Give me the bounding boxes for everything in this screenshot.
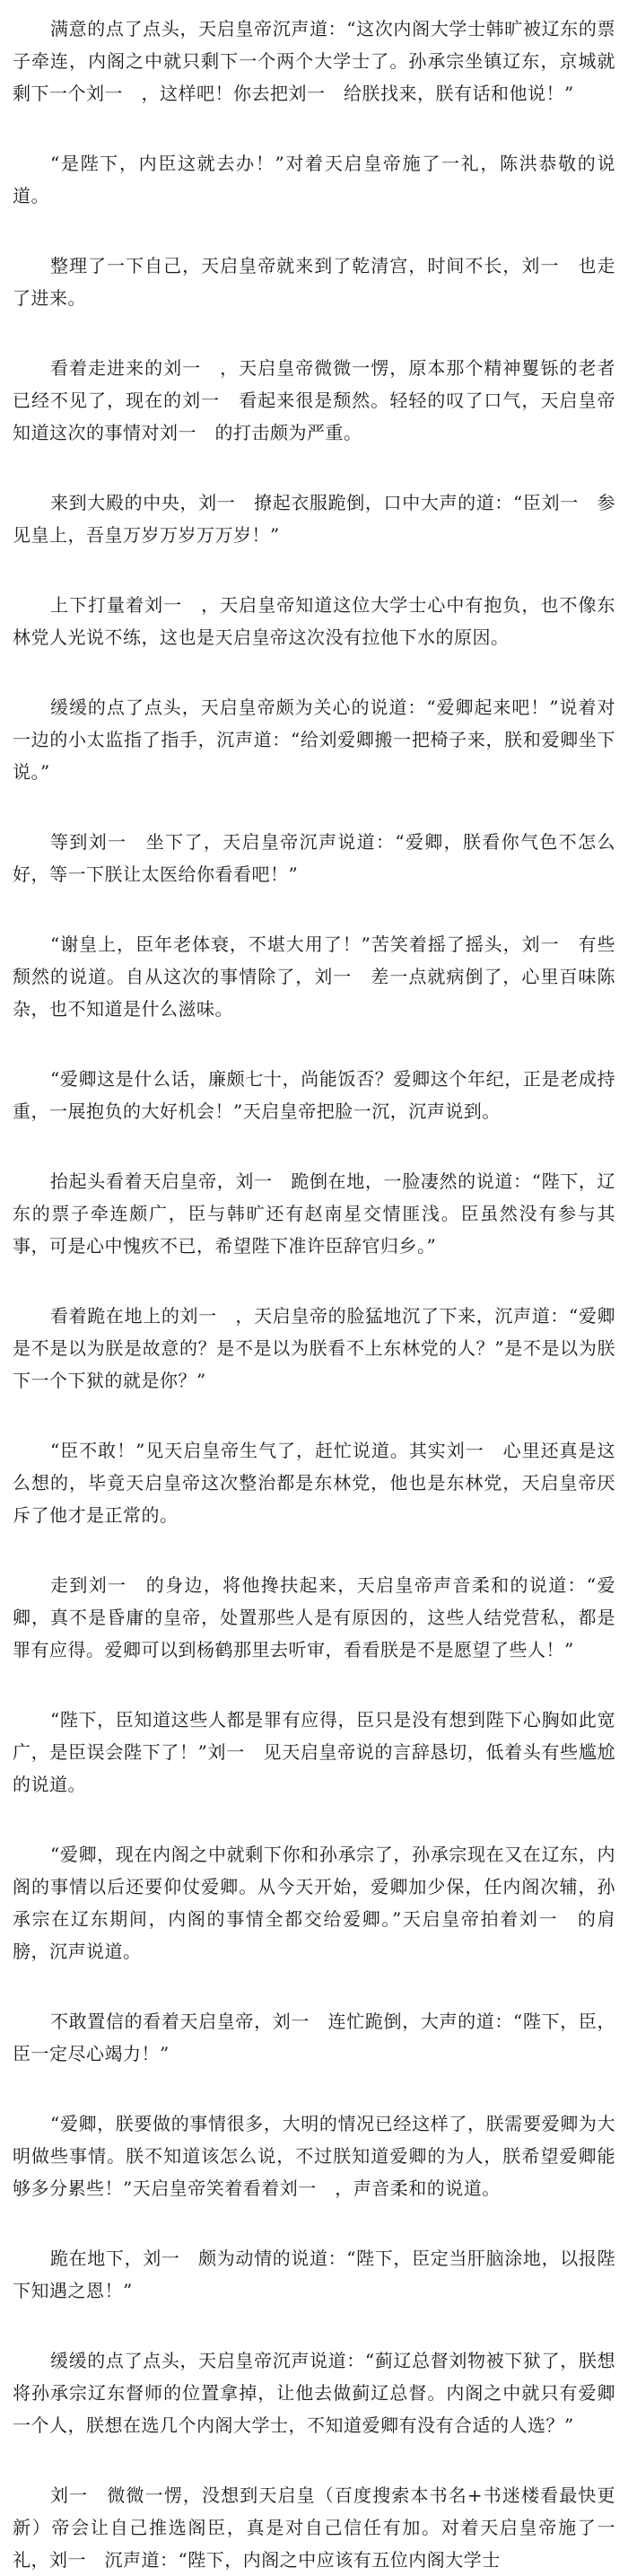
- paragraph: “爱卿，朕要做的事情很多，大明的情况已经这样了，朕需要爱卿为大明做些事情。朕不知道该怎么说，不过朕知道爱卿的为人，朕希望爱卿能够多分累些！”天启皇帝笑着看着刘一 ，声音柔和的说道。: [13, 2113, 615, 2199]
- paragraph: 来到大殿的中央，刘一 撩起衣服跪倒，口中大声的道：“臣刘一 参见皇上，吾皇万岁万岁万万岁！”: [13, 492, 615, 546]
- paragraph: “爱卿，现在内阁之中就剩下你和孙承宗了，孙承宗现在又在辽东，内阁的事情以后还要仰仗爱卿。从今天开始，爱卿加少保，任内阁次辅，孙承宗在辽东期间，内阁的事情全都交给爱卿。”天启皇帝拍着刘一 的肩膀，沉声说道。: [13, 1844, 615, 1962]
- paragraph: 看着走进来的刘一 ，天启皇帝微微一愣，原本那个精神矍铄的老者已经不见了，现在的刘一 看起来很是颓然。轻轻的叹了口气，天启皇帝知道这次的事情对刘一 的打击颇为严重。: [13, 357, 615, 443]
- paragraph: 看着跪在地上的刘一 ，天启皇帝的脸猛地沉了下来，沉声道：“爱卿是不是以为朕是故意的？是不是以为朕看不上东林党的人？”是不是以为朕下一个下狱的就是你？”: [13, 1305, 615, 1391]
- paragraph: “是陛下，内臣这就去办！”对着天启皇帝施了一礼，陈洪恭敬的说道。: [13, 153, 615, 206]
- paragraph: “谢皇上，臣年老体衰，不堪大用了！”苦笑着摇了摇头，刘一 有些颓然的说道。自从这次的事情除了，刘一 差一点就病倒了，心里百味陈杂，也不知道是什么滋味。: [13, 933, 615, 1020]
- paragraph: 不敢置信的看着天启皇帝，刘一 连忙跪倒，大声的道：“陛下，臣，臣一定尽心竭力！”: [13, 2011, 615, 2064]
- paragraph: 缓缓的点了点头，天启皇帝颇为关心的说道：“爱卿起来吧！”说着对一边的小太监指了指手，沉声道：“给刘爱卿搬一把椅子来，朕和爱卿坐下说。”: [13, 697, 615, 783]
- paragraph: 跪在地下，刘一 颇为动情的说道：“陛下，臣定当肝脑涂地，以报陛下知遇之恩！”: [13, 2247, 615, 2301]
- paragraph: 等到刘一 坐下了，天启皇帝沉声说道：“爱卿，朕看你气色不怎么好，等一下朕让太医给你看看吧！”: [13, 831, 615, 885]
- paragraph: “陛下，臣知道这些人都是罪有应得，臣只是没有想到陛下心胸如此宽广，是臣误会陛下了！”刘一 见天启皇帝说的言辞恳切，低着头有些尴尬的说道。: [13, 1709, 615, 1795]
- paragraph: “爱卿这是什么话，廉颇七十，尚能饭否？爱卿这个年纪，正是老成持重，一展抱负的大好机会！”天启皇帝把脸一沉，沉声说到。: [13, 1068, 615, 1122]
- paragraph: 满意的点了点头，天启皇帝沉声道：“这次内阁大学士韩旷被辽东的票子牵连，内阁之中就只剩下一个两个大学士了。孙承宗坐镇辽东，京城就剩下一个刘一 ，这样吧！你去把刘一 给朕找来，朕有话和他说！”: [13, 18, 615, 104]
- paragraph: 缓缓的点了点头，天启皇帝沉声说道：“蓟辽总督刘物被下狱了，朕想将孙承宗辽东督师的位置拿掉，让他去做蓟辽总督。内阁之中就只有爱卿一个人，朕想在选几个内阁大学士，不知道爱卿有没有合适的人选？”: [13, 2350, 615, 2436]
- paragraph: 整理了一下自己，天启皇帝就来到了乾清宫，时间不长，刘一 也走了进来。: [13, 255, 615, 309]
- paragraph: 抬起头看着天启皇帝，刘一 跪倒在地，一脸凄然的说道：“陛下，辽东的票子牵连颇广，臣与韩旷还有赵南星交情匪浅。臣虽然没有参与其事，可是心中愧疚不已，希望陛下准许臣辞官归乡。”: [13, 1170, 615, 1257]
- paragraph: “臣不敢！”见天启皇帝生气了，赶忙说道。其实刘一 心里还真是这么想的，毕竟天启皇帝这次整治都是东林党，他也是东林党，天启皇帝厌斥了他才是正常的。: [13, 1440, 615, 1526]
- paragraph: 走到刘一 的身边，将他搀扶起来，天启皇帝声音柔和的说道：“爱卿，真不是昏庸的皇帝，处置那些人是有原因的，这些人结党营私，都是罪有应得。爱卿可以到杨鹤那里去听审，看看朕是不是愿望了些人！”: [13, 1574, 615, 1660]
- paragraph: 刘一 微微一愣，没想到天启皇（百度搜索本书名+书迷楼看最快更新）帝会让自己推选阁臣，真是对自己信任有加。对着天启皇帝施了一礼，刘一 沉声道：“陛下，内阁之中应该有五位内阁大学士: [13, 2484, 615, 2571]
- paragraph: 上下打量着刘一 ，天启皇帝知道这位大学士心中有抱负，也不像东林党人光说不练，这也是天启皇帝这次没有拉他下水的原因。: [13, 594, 615, 648]
